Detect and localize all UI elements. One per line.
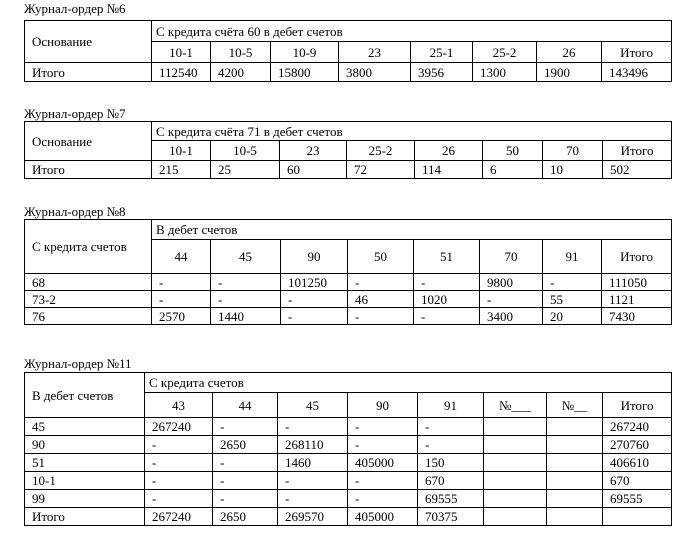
table-cell: - [348, 308, 414, 325]
table-row [25, 308, 672, 325]
journal-6-base-label: Основание [25, 21, 152, 63]
column-header: 43 [145, 393, 213, 418]
table-cell: - [414, 274, 480, 291]
table-cell: - [348, 472, 418, 490]
row-label: Итого [25, 161, 152, 179]
column-header: 10-9 [271, 42, 339, 63]
table-cell: 114 [415, 161, 483, 179]
table-row [25, 508, 672, 526]
table-cell: 9800 [480, 274, 543, 291]
journal-6-header: С кредита счёта 60 в дебет счетов [152, 21, 672, 42]
table-cell: 502 [603, 161, 672, 179]
table-cell: - [213, 490, 278, 508]
column-header: 45 [278, 393, 348, 418]
table-cell: 405000 [348, 508, 418, 526]
column-header: 45 [211, 240, 281, 274]
row-label: 90 [25, 436, 145, 454]
table-cell: - [278, 490, 348, 508]
table-cell [484, 490, 547, 508]
row-label: 45 [25, 418, 145, 436]
table-cell: 15800 [271, 63, 339, 82]
table-cell [547, 436, 603, 454]
table-cell: 406610 [603, 454, 672, 472]
table-cell: - [211, 291, 281, 308]
table-cell: 1460 [278, 454, 348, 472]
journal-7-table [24, 121, 672, 179]
table-cell: 3400 [480, 308, 543, 325]
table-cell: 269570 [278, 508, 348, 526]
column-header: 25-1 [411, 42, 473, 63]
table-cell: 143496 [602, 63, 672, 82]
table-cell: 670 [418, 472, 484, 490]
table-cell [547, 490, 603, 508]
table-cell: 69555 [603, 490, 672, 508]
table-cell: - [418, 436, 484, 454]
table-cell: 46 [348, 291, 414, 308]
table-cell: 267240 [145, 508, 213, 526]
table-cell: 3956 [411, 63, 473, 82]
table-cell: - [480, 291, 543, 308]
column-header: Итого [602, 240, 672, 274]
table-row [25, 291, 672, 308]
journal-8-title: Журнал-ордер №8 [24, 204, 126, 219]
column-header: 25-2 [473, 42, 537, 63]
journal-11-title: Журнал-ордер №11 [24, 356, 132, 371]
table-cell: - [152, 291, 211, 308]
journal-7-header: С кредита счёта 71 в дебет счетов [152, 122, 672, 141]
table-cell: 1121 [602, 291, 672, 308]
table-cell: 10 [543, 161, 603, 179]
table-cell: 670 [603, 472, 672, 490]
table-cell: 1900 [537, 63, 602, 82]
table-cell [547, 418, 603, 436]
table-cell: - [278, 418, 348, 436]
table-cell: 69555 [418, 490, 484, 508]
table-row [25, 63, 672, 82]
table-cell: - [348, 436, 418, 454]
table-row [25, 490, 672, 508]
table-cell [484, 418, 547, 436]
column-header: №___ [484, 393, 547, 418]
table-cell: 2650 [213, 436, 278, 454]
journal-11-table [24, 372, 672, 526]
table-cell: 267240 [145, 418, 213, 436]
table-row [25, 418, 672, 436]
column-header: №__ [547, 393, 603, 418]
column-header: 90 [348, 393, 418, 418]
table-cell: 2650 [213, 508, 278, 526]
table-cell: 268110 [278, 436, 348, 454]
journal-6-title: Журнал-ордер №6 [24, 1, 126, 16]
journal-7-title: Журнал-ордер №7 [24, 106, 126, 121]
table-cell: - [543, 274, 602, 291]
row-label: 51 [25, 454, 145, 472]
table-cell: - [145, 490, 213, 508]
table-cell: 60 [280, 161, 347, 179]
column-header: Итого [603, 393, 672, 418]
table-cell: 101250 [281, 274, 348, 291]
column-header: 50 [483, 141, 543, 161]
table-cell [484, 508, 547, 526]
table-cell: 6 [483, 161, 543, 179]
table-cell [547, 508, 603, 526]
column-header: 91 [418, 393, 484, 418]
row-label: 68 [25, 274, 152, 291]
table-cell: - [418, 418, 484, 436]
table-cell: - [213, 472, 278, 490]
table-row [25, 472, 672, 490]
table-row [25, 161, 672, 179]
table-cell [603, 508, 672, 526]
table-cell: - [211, 274, 281, 291]
table-cell: - [145, 436, 213, 454]
table-cell [547, 454, 603, 472]
table-cell: 1440 [211, 308, 281, 325]
column-header: 44 [213, 393, 278, 418]
row-label: Итого [25, 63, 152, 82]
table-cell: 7430 [602, 308, 672, 325]
table-cell: 4200 [211, 63, 271, 82]
column-header: 10-5 [211, 141, 280, 161]
table-cell: 70375 [418, 508, 484, 526]
row-label: 73-2 [25, 291, 152, 308]
column-header: Итого [603, 141, 672, 161]
table-cell: - [281, 308, 348, 325]
row-label: Итого [25, 508, 145, 526]
table-cell: 20 [543, 308, 602, 325]
table-cell: - [414, 308, 480, 325]
table-row [25, 436, 672, 454]
column-header: Итого [602, 42, 672, 63]
journal-11-header: С кредита счетов [145, 373, 672, 393]
journal-8-table [24, 219, 672, 325]
table-cell [484, 436, 547, 454]
row-label: 76 [25, 308, 152, 325]
table-row [25, 274, 672, 291]
table-cell: 3800 [339, 63, 411, 82]
table-cell: - [348, 418, 418, 436]
table-cell: 72 [347, 161, 415, 179]
journal-6-table [24, 20, 672, 82]
column-header: 91 [543, 240, 602, 274]
table-cell [484, 472, 547, 490]
table-cell: - [213, 418, 278, 436]
journal-11-base-label: В дебет счетов [25, 373, 145, 418]
table-cell: - [145, 472, 213, 490]
table-cell: 1300 [473, 63, 537, 82]
table-cell [484, 454, 547, 472]
table-cell: 55 [543, 291, 602, 308]
column-header: 25-2 [347, 141, 415, 161]
row-label: 10-1 [25, 472, 145, 490]
column-header: 10-1 [152, 141, 211, 161]
table-cell: 112540 [152, 63, 211, 82]
column-header: 50 [348, 240, 414, 274]
column-header: 70 [543, 141, 603, 161]
table-cell: - [145, 454, 213, 472]
table-cell: - [348, 274, 414, 291]
column-header: 51 [414, 240, 480, 274]
row-label: 99 [25, 490, 145, 508]
table-cell: 405000 [348, 454, 418, 472]
column-header: 26 [415, 141, 483, 161]
column-header: 26 [537, 42, 602, 63]
table-cell: 111050 [602, 274, 672, 291]
table-cell: 2570 [152, 308, 211, 325]
column-header: 44 [152, 240, 211, 274]
column-header: 23 [339, 42, 411, 63]
column-header: 23 [280, 141, 347, 161]
table-cell: - [281, 291, 348, 308]
journal-8-header: В дебет счетов [152, 220, 672, 240]
table-row [25, 454, 672, 472]
table-cell [547, 472, 603, 490]
column-header: 10-5 [211, 42, 271, 63]
table-cell: 150 [418, 454, 484, 472]
table-cell: - [213, 454, 278, 472]
table-cell: 1020 [414, 291, 480, 308]
column-header: 10-1 [152, 42, 211, 63]
table-cell: 25 [211, 161, 280, 179]
table-cell: - [278, 472, 348, 490]
column-header: 70 [480, 240, 543, 274]
table-cell: - [348, 490, 418, 508]
column-header: 90 [281, 240, 348, 274]
table-cell: 215 [152, 161, 211, 179]
table-cell: - [152, 274, 211, 291]
journal-8-base-label: С кредита счетов [25, 220, 152, 274]
table-cell: 267240 [603, 418, 672, 436]
table-cell: 270760 [603, 436, 672, 454]
journal-7-base-label: Основание [25, 122, 152, 161]
